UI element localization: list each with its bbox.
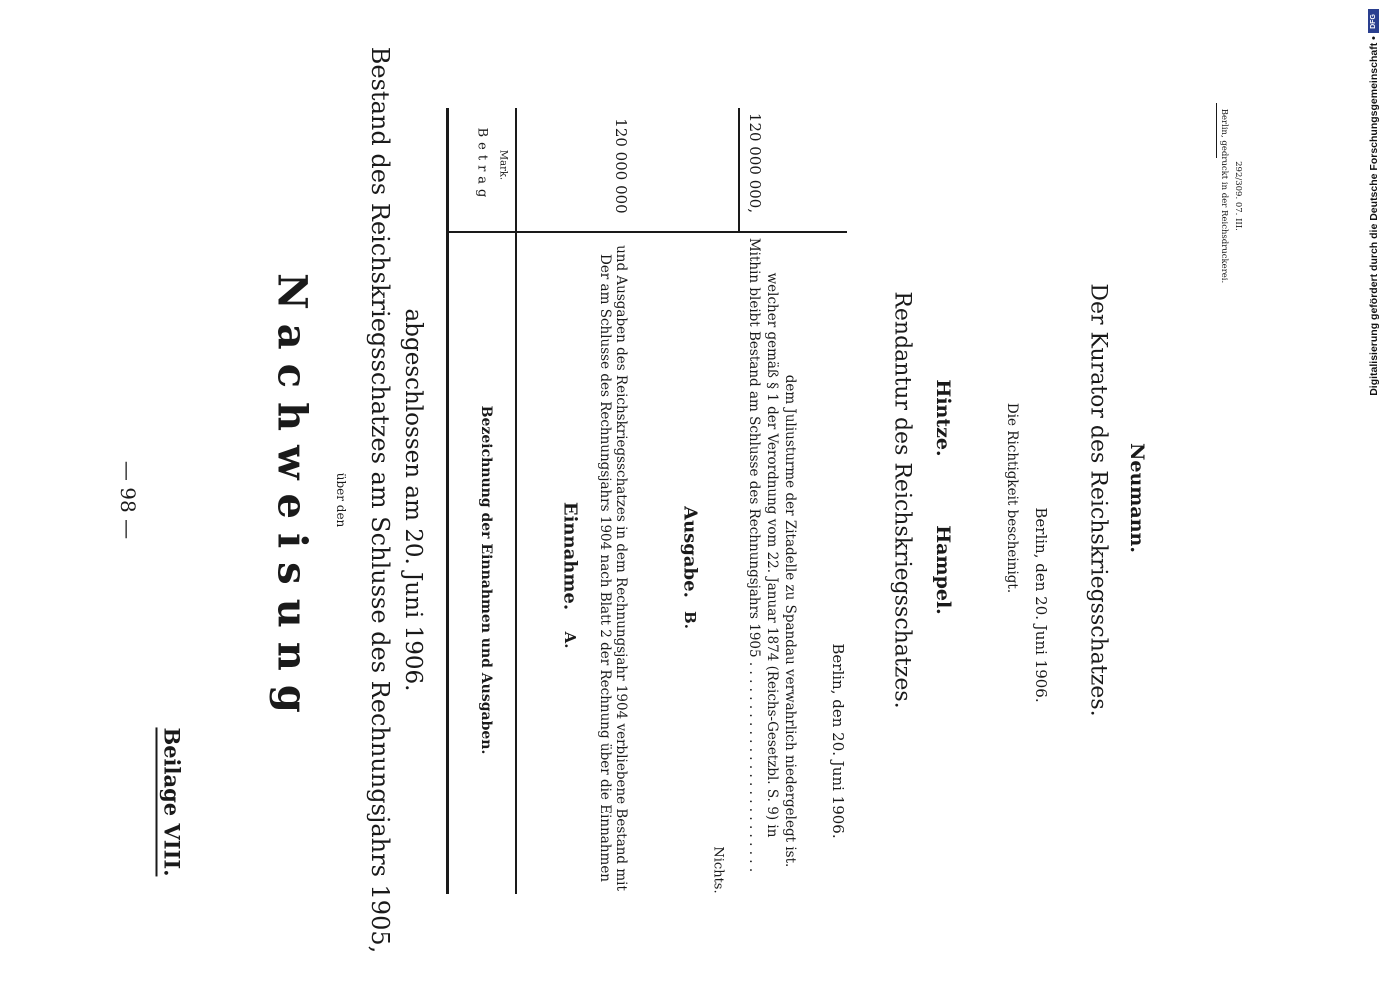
beilage-label: Beilage VIII. xyxy=(156,727,185,876)
table-header-rule xyxy=(515,108,517,894)
document-title: Nachweisung xyxy=(268,273,316,727)
result-line-2: welcher gemäß § 1 der Verordnung vom 22. Januar 1874 (Reichs-Gesetzbl. S. 9) in xyxy=(764,272,780,838)
section-a-title: Einnahme. xyxy=(559,501,581,611)
section-b-letter: B. xyxy=(681,611,699,629)
date-line-2: Berlin, den 20. Juni 1906. xyxy=(1032,507,1050,703)
section-a-letter: A. xyxy=(561,631,579,649)
printer-line-1: Berlin, gedruckt in der Reichsdruckerei. xyxy=(1219,108,1229,284)
page-number: — 98 — xyxy=(116,460,140,540)
section-a-text-line-2: und Ausgaben des Reichskriegsschatzes in dem Rechnungsjahr 1904 verbliebene Bestand mit xyxy=(613,245,629,891)
signature-neumann: Neumann. xyxy=(1126,443,1148,553)
result-amount: 120 000 000, xyxy=(746,112,764,214)
section-b-title: Ausgabe. xyxy=(679,506,701,598)
signature-hintze: Hintze. xyxy=(932,379,954,457)
result-line-1: Mithin bleibt Bestand am Schlusse des Rechnungsjahrs 1905 . . . . . . . . . . . . . . . . . . . . . . . . . xyxy=(746,237,762,873)
result-line-3: dem Juliusturme der Zitadelle zu Spandau verwahrlich niedergelegt ist. xyxy=(782,374,798,868)
section-a-amount: 120 000 000 xyxy=(612,118,630,214)
richtigkeit-note: Die Richtigkeit bescheinigt. xyxy=(1004,402,1020,594)
table-sum-rule xyxy=(738,108,740,231)
date-line: Berlin, den 20. Juni 1906. xyxy=(829,643,847,839)
col-header-amount: Betrag xyxy=(474,127,490,203)
table-top-rule xyxy=(446,108,449,894)
signature-hampel: Hampel. xyxy=(932,525,954,615)
ueber-den: über den xyxy=(334,472,348,528)
dfg-notice: Digitalisierung gefördert durch die Deutsche Forschungsgemeinschaft • xyxy=(1368,36,1380,396)
rendantur-title: Rendantur des Reichskriegsschatzes. xyxy=(889,291,915,709)
printer-line-2: 292/309. 07. III. xyxy=(1233,161,1243,231)
col-header-unit: Mark. xyxy=(497,149,509,181)
imprint-rule xyxy=(1216,103,1217,158)
col-header-description: Bezeichnung der Einnahmen und Ausgaben. xyxy=(478,405,494,755)
section-a-text-line-1: Der am Schlusse des Rechnungsjahrs 1904 nach Blatt 2 der Rechnung über die Einnahmen xyxy=(597,253,613,883)
table-column-divider xyxy=(449,231,847,233)
dfg-logo: DFG xyxy=(1368,9,1379,33)
subtitle-line-1: Bestand des Reichskriegsschatzes am Schlusse des Rechnungsjahrs 1905, xyxy=(366,46,394,954)
section-b-text: Nichts. xyxy=(710,846,726,894)
kurator-title: Der Kurator des Reichskriegsschatzes. xyxy=(1085,283,1111,717)
subtitle-line-2: abgeschlossen am 20. Juni 1906. xyxy=(400,308,426,692)
